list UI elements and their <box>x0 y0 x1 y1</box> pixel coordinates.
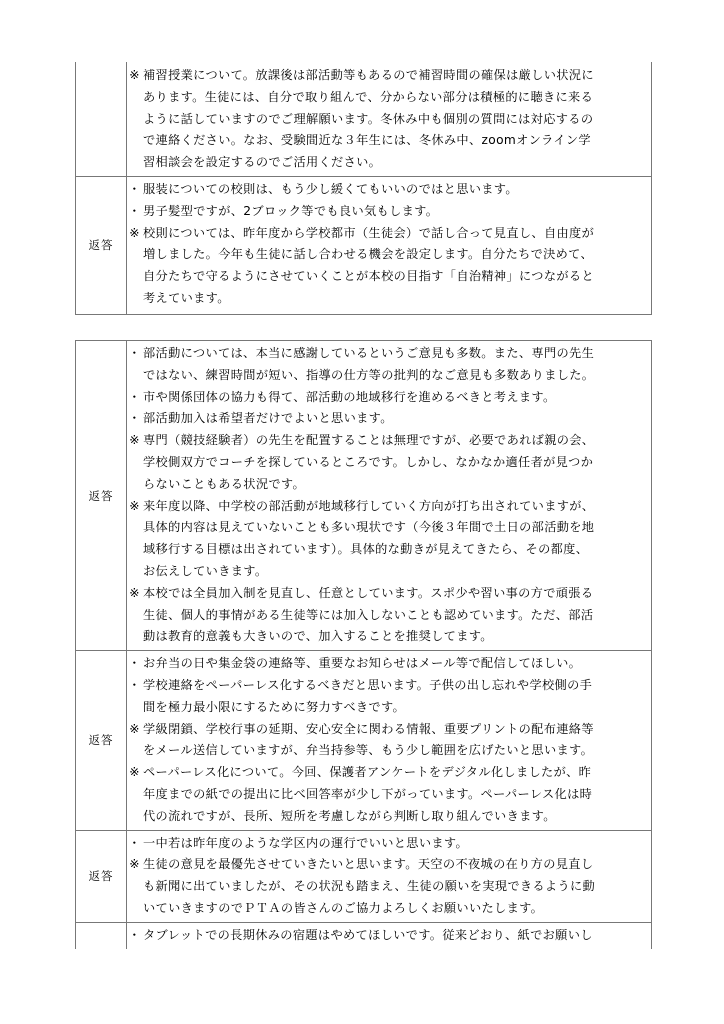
line-text: 年度までの紙での提出に比べ回答率が少し下がっています。ペーパーレス化は時 <box>143 786 593 801</box>
line-text: 動は教育的意義も大きいので、加入することを推奨してます。 <box>143 629 493 644</box>
line-text: 専門（競技経験者）の先生を配置することは無理ですが、必要であれば親の会、 <box>143 433 595 448</box>
text-line <box>127 179 651 201</box>
line-text: 学級閉鎖、学校行事の延期、安心安全に関わる情報、重要プリントの配布連絡等 <box>143 721 594 736</box>
line-text: 補習授業について。放課後は部活動等もあるので補習時間の確保は厳しい状況に <box>143 68 594 82</box>
text-line <box>127 201 651 223</box>
bullet-mark: ・ <box>128 677 141 692</box>
response-label <box>76 62 127 176</box>
text-line <box>127 109 651 131</box>
text-line <box>127 806 651 828</box>
line-text: 間を極力最小限にするために努力すべきです。 <box>143 699 406 714</box>
bullet-mark: ※ <box>129 225 140 240</box>
text-line <box>127 626 651 648</box>
text-line <box>127 430 651 452</box>
response-row <box>76 830 652 922</box>
response-label <box>76 922 127 948</box>
response-row <box>76 176 652 314</box>
response-table-bottom <box>75 340 652 949</box>
line-text: 代の流れですが、長所、短所を考慮しながら判断し取り組んでいきます。 <box>143 808 556 823</box>
response-table-top <box>75 62 652 315</box>
line-text: 部活動については、本当に感謝しているというご意見も多数。また、専門の先生 <box>143 346 595 360</box>
text-line <box>127 784 651 806</box>
text-line <box>127 223 651 245</box>
bullet-mark: ※ <box>129 857 140 872</box>
line-text: ように話していますのでご理解願います。冬休み中も個別の質問には対応するの <box>143 111 594 126</box>
text-line <box>127 675 651 697</box>
response-row <box>76 651 652 830</box>
line-text: で連絡ください。なお、受験間近な３年生には、冬休み中、zoomオンライン学 <box>143 133 591 148</box>
text-line <box>127 898 651 920</box>
bullet-mark: ※ <box>129 721 140 736</box>
response-body <box>127 341 652 651</box>
line-text: タブレットでの長期休みの宿題はやめてほしいです。従来どおり、紙でお願いし <box>143 927 593 942</box>
line-text: 校則については、昨年度から学校都市（生徒会）で話し合って見直し、自由度が <box>143 225 595 240</box>
line-text: ペーパーレス化について。今回、保護者アンケートをデジタル化しましたが、昨 <box>143 765 592 780</box>
bullet-mark: ※ <box>129 498 140 513</box>
line-text: ではない、練習時間が短い、指導の仕方等の批判的なご意見も多数ありました。 <box>143 367 595 382</box>
response-label: 返答 <box>76 830 127 922</box>
response-body <box>127 176 652 314</box>
line-text: あります。生徒には、自分で取り組んで、分からない部分は積極的に聴きに来る <box>143 89 594 104</box>
text-line <box>127 925 651 947</box>
text-line <box>127 697 651 719</box>
text-line <box>127 288 651 310</box>
text-line <box>127 496 651 518</box>
response-body <box>127 62 652 176</box>
text-line <box>127 452 651 474</box>
text-line <box>127 740 651 762</box>
line-text: 市や関係団体の協力も得て、部活動の地域移行を進めるべきと考えます。 <box>143 389 556 404</box>
response-body <box>127 830 652 922</box>
bullet-mark: ・ <box>128 203 141 218</box>
line-text: 増しました。今年も生徒に話し合わせる機会を設定します。自分たちで決めて、 <box>143 247 594 262</box>
line-text: 本校では全員加入制を見直し、任意としています。スポ少や習い事の方で頑張る <box>143 585 594 600</box>
text-line <box>127 762 651 784</box>
line-text: 学校側双方でコーチを探しているところです。しかし、なかなか適任者が見つか <box>143 454 594 469</box>
bullet-mark: ・ <box>128 835 141 850</box>
text-line <box>127 539 651 561</box>
text-line <box>127 833 651 855</box>
response-row <box>76 62 652 176</box>
bullet-mark: ※ <box>129 585 140 600</box>
text-line <box>127 266 651 288</box>
text-line <box>127 244 651 266</box>
bullet-mark: ・ <box>128 389 141 404</box>
bullet-mark: ・ <box>128 346 141 360</box>
text-line <box>127 474 651 496</box>
line-text: 習相談会を設定するのでご活用ください。 <box>143 155 382 170</box>
text-line <box>127 605 651 627</box>
line-text: 考えています。 <box>143 290 230 305</box>
text-line <box>127 719 651 741</box>
text-line <box>127 517 651 539</box>
line-text: 一中若は昨年度のような学区内の運行でいいと思います。 <box>143 835 468 850</box>
line-text: 部活動加入は希望者だけでよいと思います。 <box>143 411 393 426</box>
line-text: 服装についての校則は、もう少し緩くてもいいのではと思います。 <box>143 181 518 196</box>
line-text: 自分たちで守るようにさせていくことが本校の目指す「自治精神」につながると <box>143 269 594 284</box>
line-text: いていきますのでＰＴＡの皆さんのご協力よろしくお願いいたします。 <box>143 900 544 915</box>
text-line <box>127 561 651 583</box>
response-body <box>127 922 652 948</box>
text-line <box>127 583 651 605</box>
line-text: 男子髪型ですが、2ブロック等でも良い気もします。 <box>143 203 439 218</box>
response-body <box>127 651 652 830</box>
bullet-mark: ※ <box>129 765 140 780</box>
text-line <box>127 854 651 876</box>
bullet-mark: ・ <box>128 927 141 942</box>
line-text: 生徒、個人的事情がある生徒等には加入しないことも認めています。ただ、部活 <box>143 607 594 622</box>
line-text: 来年度以降、中学校の部活動が地域移行していく方向が打ち出されていますが、 <box>143 498 595 513</box>
response-row <box>76 922 652 948</box>
text-line <box>127 130 651 152</box>
text-line <box>127 387 651 409</box>
text-line <box>127 343 651 365</box>
text-line <box>127 365 651 387</box>
bullet-mark: ※ <box>129 433 140 448</box>
line-text: お弁当の日や集金袋の連絡等、重要なお知らせはメール等で配信してほしい。 <box>143 656 582 671</box>
text-line <box>127 152 651 174</box>
text-line <box>127 876 651 898</box>
line-text: らないこともある状況です。 <box>143 476 306 491</box>
text-line <box>127 65 651 87</box>
text-line <box>127 653 651 675</box>
text-line <box>127 408 651 430</box>
text-line <box>127 87 651 109</box>
response-row <box>76 341 652 651</box>
line-text: 学校連絡をペーパーレス化するべきだと思います。子供の出し忘れや学校側の手 <box>143 677 593 692</box>
response-label: 返答 <box>76 341 127 651</box>
line-text: をメール送信していますが、弁当持参等、もう少し範囲を広げたいと思います。 <box>143 743 594 758</box>
response-label: 返答 <box>76 176 127 314</box>
line-text: も新聞に出ていましたが、その状況も踏まえ、生徒の願いを実現できるように動 <box>143 879 596 894</box>
bullet-mark: ・ <box>128 181 141 196</box>
line-text: お伝えしていきます。 <box>143 563 268 578</box>
bullet-mark: ※ <box>129 68 140 82</box>
bullet-mark: ・ <box>128 656 141 671</box>
line-text: 域移行する目標は出されています）。具体的な動きが見えてきたら、その都度、 <box>143 542 589 557</box>
bullet-mark: ・ <box>128 411 141 426</box>
response-label: 返答 <box>76 651 127 830</box>
line-text: 具体的内容は見えていないことも多い現状です（今後３年間で土日の部活動を地 <box>143 520 595 535</box>
line-text: 生徒の意見を最優先させていきたいと思います。天空の不夜城の在り方の見直し <box>143 857 594 872</box>
